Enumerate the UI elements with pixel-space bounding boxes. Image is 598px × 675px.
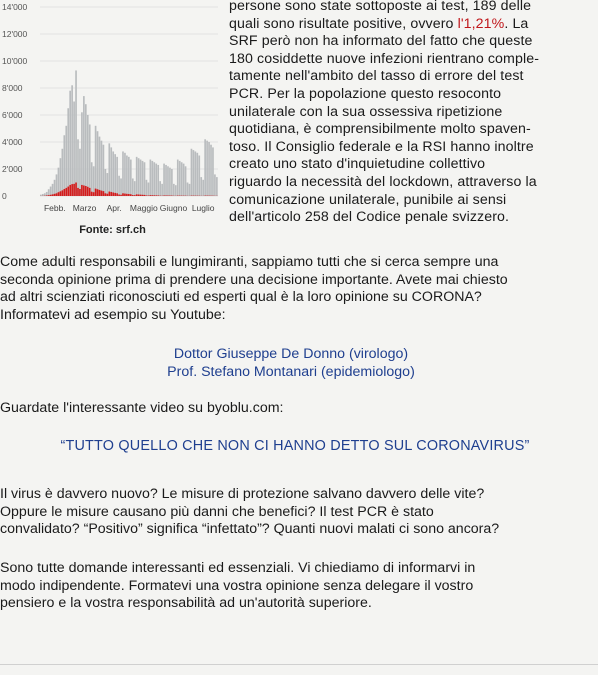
y-tick-label: 14'000 xyxy=(2,2,28,12)
bar-tests xyxy=(144,162,146,196)
column-line: PCR. Per la popolazione questo resoconto xyxy=(229,85,502,102)
page-divider xyxy=(0,664,598,665)
bar-positives xyxy=(101,191,103,196)
x-tick-label: Maggio xyxy=(129,203,158,213)
column-line: dell'articolo 258 del Codice penale svizzero. xyxy=(229,209,510,226)
bar-tests xyxy=(128,157,130,196)
y-tick-label: 10'000 xyxy=(2,56,28,66)
column-line: comunicazione unilaterale, punibile ai sensi xyxy=(229,191,507,208)
column-text xyxy=(229,0,585,227)
x-tick-label: Marzo xyxy=(72,203,97,213)
bar-tests xyxy=(105,169,107,196)
bar-positives xyxy=(54,194,56,196)
bar-positives xyxy=(67,187,69,196)
column-line: unilaterale con la sua ossessiva ripetizione xyxy=(229,103,503,120)
bar-positives xyxy=(69,185,71,196)
bar-positives xyxy=(87,187,89,196)
bar-positives xyxy=(146,195,148,196)
bar-tests xyxy=(97,131,99,196)
column-line: 180 cosiddette nuove infezioni rientrano comple- xyxy=(229,50,540,67)
bar-positives xyxy=(128,194,130,196)
bar-tests xyxy=(44,193,46,196)
bar-tests xyxy=(48,189,50,196)
cases-chart-svg xyxy=(0,0,225,218)
bar-positives xyxy=(150,195,152,196)
y-tick-label: 4'000 xyxy=(2,137,23,147)
bar-tests xyxy=(169,168,171,196)
bar-tests xyxy=(75,70,77,196)
bar-positives xyxy=(114,193,116,196)
bar-tests xyxy=(126,156,128,197)
bar-tests xyxy=(69,91,71,196)
bar-tests xyxy=(161,184,163,196)
bar-positives xyxy=(144,195,146,196)
bar-positives xyxy=(79,189,81,196)
bar-positives xyxy=(151,195,153,196)
bar-tests xyxy=(65,126,67,196)
bar-tests xyxy=(183,164,185,196)
bar-tests xyxy=(79,149,81,196)
bar-positives xyxy=(77,188,79,196)
bar-tests xyxy=(204,139,206,196)
bar-positives xyxy=(97,189,99,196)
bar-tests xyxy=(171,169,173,196)
bar-tests xyxy=(124,153,126,196)
y-tick-label: 8'000 xyxy=(2,83,23,93)
y-tick-label: 6'000 xyxy=(2,110,23,120)
bar-tests xyxy=(216,177,218,196)
video-title: “TUTTO QUELLO CHE NON CI HANNO DETTO SUL CORONAVIRUS” xyxy=(60,438,530,454)
bar-positives xyxy=(52,194,54,196)
bar-positives xyxy=(157,195,159,196)
bar-positives xyxy=(124,194,126,196)
x-tick-label: Luglio xyxy=(191,203,215,213)
bar-positives xyxy=(116,193,118,196)
bar-tests xyxy=(181,162,183,196)
bar-tests xyxy=(130,160,132,196)
x-tick-label: Apr. xyxy=(106,203,122,213)
x-tick-label: Febb. xyxy=(43,203,66,213)
bar-positives xyxy=(140,195,142,196)
bar-positives xyxy=(126,194,128,196)
bar-tests xyxy=(151,161,153,196)
bar-positives xyxy=(83,185,85,196)
paragraph-conclusion: Sono tutte domande interessanti ed essenziali. Vi chiediamo di informarvi in modo indipendente. Formatevi una vostra opinione senza delegare il vostro pensiero e la vostra responsabilità ad un'autorità superiore. xyxy=(0,560,476,612)
expert-item: Prof. Stefano Montanari (epidemiologo) xyxy=(167,363,415,380)
y-tick-label: 0 xyxy=(2,191,7,201)
bar-positives xyxy=(153,195,155,196)
x-tick-label: Giugno xyxy=(159,203,188,213)
bar-tests xyxy=(175,185,177,196)
bar-tests xyxy=(212,147,214,196)
y-tick-label: 12'000 xyxy=(2,29,28,39)
bar-tests xyxy=(159,181,161,196)
bar-tests xyxy=(189,184,191,196)
column-line: riguardo la necessità del lockdown, attraverso la xyxy=(229,173,537,190)
bar-tests xyxy=(77,139,79,196)
bar-positives xyxy=(122,193,124,196)
bar-positives xyxy=(120,195,122,196)
bar-positives xyxy=(130,194,132,196)
bar-positives xyxy=(65,188,67,196)
bar-tests xyxy=(54,180,56,196)
video-intro: Guardate l'interessante video su byoblu.com: xyxy=(0,400,284,416)
bar-tests xyxy=(89,124,91,196)
bar-tests xyxy=(71,85,73,196)
bar-tests xyxy=(112,151,114,196)
column-line: quali sono risultate positive, ovvero l'1,21%. La xyxy=(229,15,529,32)
bar-tests xyxy=(60,158,62,196)
bar-positives xyxy=(136,194,138,196)
bar-tests xyxy=(214,174,216,196)
bar-positives xyxy=(112,192,114,196)
bar-tests xyxy=(85,104,87,196)
bar-positives xyxy=(99,190,101,196)
paragraph-questions: Il virus è davvero nuovo? Le misure di protezione salvano davvero delle vite? Oppure le misure causano più danni che benefici? Il test PCR è stato convalidato? “Positivo” significa “infettato”? Quanti nuovi malati ci sono ancora? xyxy=(0,486,500,538)
bar-positives xyxy=(105,193,107,196)
bar-tests xyxy=(150,160,152,196)
bar-tests xyxy=(198,156,200,197)
y-tick-label: 2'000 xyxy=(2,164,23,174)
bar-tests xyxy=(46,192,48,196)
bar-tests xyxy=(193,150,195,196)
bar-positives xyxy=(48,195,50,196)
bar-tests xyxy=(50,187,52,196)
bar-positives xyxy=(108,192,110,196)
expert-item: Dottor Giuseppe De Donno (virologo) xyxy=(173,346,409,362)
bar-tests xyxy=(95,126,97,196)
bar-tests xyxy=(93,166,95,196)
experts-list xyxy=(0,346,582,381)
bar-positives xyxy=(91,192,93,196)
bar-tests xyxy=(81,112,83,196)
bar-positives xyxy=(63,189,65,196)
bar-tests xyxy=(110,147,112,196)
bar-tests xyxy=(73,102,75,197)
bar-tests xyxy=(103,145,105,196)
bar-tests xyxy=(132,178,134,196)
bar-positives xyxy=(71,184,73,196)
bar-tests xyxy=(52,184,54,196)
bar-tests xyxy=(210,145,212,196)
bar-tests xyxy=(136,157,138,196)
bar-positives xyxy=(93,192,95,196)
bar-tests xyxy=(146,180,148,196)
bar-positives xyxy=(60,191,62,196)
bar-tests xyxy=(196,153,198,196)
bar-tests xyxy=(107,173,109,196)
bar-tests xyxy=(108,143,110,196)
bar-positives xyxy=(58,192,60,196)
bar-positives xyxy=(138,195,140,196)
column-line: quotidiana, è comprensibilmente molto spaven- xyxy=(229,121,531,138)
bar-positives xyxy=(75,183,77,197)
bar-positives xyxy=(134,195,136,196)
bar-tests xyxy=(83,96,85,196)
bar-positives xyxy=(50,195,52,196)
bar-tests xyxy=(91,162,93,196)
bar-tests xyxy=(42,194,44,196)
bar-tests xyxy=(140,160,142,196)
bar-tests xyxy=(153,162,155,196)
column-line: tamente nell'ambito del tasso di errore del test xyxy=(229,68,524,85)
bar-tests xyxy=(173,184,175,196)
bar-tests xyxy=(62,149,64,196)
bar-tests xyxy=(122,151,124,196)
bar-tests xyxy=(148,183,150,197)
bar-positives xyxy=(107,194,109,196)
bar-positives xyxy=(89,188,91,196)
bar-tests xyxy=(157,165,159,196)
bar-tests xyxy=(208,142,210,196)
bar-positives xyxy=(163,195,165,196)
bar-positives xyxy=(85,186,87,196)
chart-source: Fonte: srf.ch xyxy=(79,224,146,236)
bar-tests xyxy=(67,108,69,196)
bar-tests xyxy=(63,135,65,196)
bar-tests xyxy=(187,183,189,197)
bar-tests xyxy=(177,160,179,196)
bar-tests xyxy=(101,141,103,196)
bar-tests xyxy=(116,157,118,196)
bar-tests xyxy=(185,166,187,196)
bar-tests xyxy=(165,165,167,196)
bar-tests xyxy=(56,174,58,196)
bar-tests xyxy=(191,149,193,196)
bar-tests xyxy=(200,177,202,196)
column-line: persone sono state sottoposte ai test, 189 delle xyxy=(229,0,532,14)
bar-positives xyxy=(62,190,64,196)
bar-positives xyxy=(110,192,112,196)
bar-tests xyxy=(155,164,157,196)
column-line: toso. Il Consiglio federale e la RSI hanno inoltre xyxy=(229,138,534,155)
bar-positives xyxy=(95,189,97,196)
bar-tests xyxy=(87,115,89,196)
bar-tests xyxy=(138,158,140,196)
cases-chart xyxy=(0,0,225,218)
bar-tests xyxy=(202,180,204,196)
bar-positives xyxy=(142,195,144,196)
paragraph-second-opinion: Come adulti responsabili e lungimiranti, sappiamo tutti che si cerca sempre una seconda opinione prima di prendere una decisione importante. Avete mai chiesto ad altri scienziati riconosciuti ed esperti qual è la loro opinione su CORONA? Informatevi ad esempio su Youtube: xyxy=(0,254,508,323)
bar-positives xyxy=(165,195,167,196)
bar-positives xyxy=(132,195,134,196)
bar-tests xyxy=(195,151,197,196)
bar-tests xyxy=(58,168,60,196)
bar-tests xyxy=(40,195,42,196)
bar-positives xyxy=(46,195,48,196)
bar-positives xyxy=(118,195,120,196)
bar-positives xyxy=(81,185,83,196)
bar-tests xyxy=(206,141,208,196)
bar-tests xyxy=(120,178,122,196)
bar-tests xyxy=(167,166,169,196)
bar-tests xyxy=(134,181,136,196)
column-line: SRF però non ha informato del fatto che queste xyxy=(229,33,533,50)
bar-tests xyxy=(114,154,116,196)
bar-positives xyxy=(103,191,105,196)
bar-positives xyxy=(155,195,157,196)
bar-positives xyxy=(73,184,75,196)
percentage-highlight: l'1,21% xyxy=(457,15,505,32)
bar-tests xyxy=(118,176,120,196)
bar-tests xyxy=(179,161,181,196)
bar-tests xyxy=(142,161,144,196)
bar-tests xyxy=(163,164,165,196)
column-line: creato uno stato d'inquietudine collettivo xyxy=(229,156,486,173)
bar-tests xyxy=(99,137,101,196)
bar-positives xyxy=(56,193,58,196)
